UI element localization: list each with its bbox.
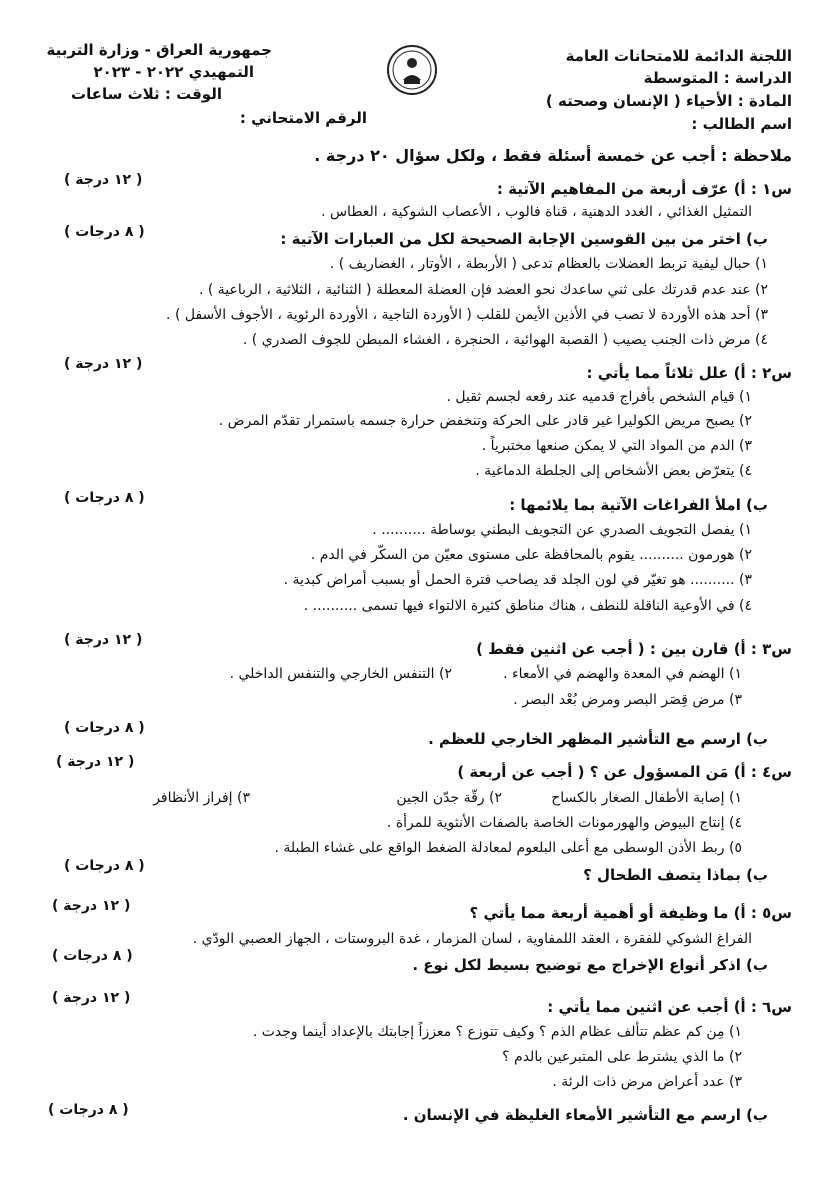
q4-a-item-5: ٥) ربط الأذن الوسطى مع أعلى البلعوم لمعادلة الضغط الواقع على غشاء الطبلة . xyxy=(274,840,742,856)
q6-a-heading: س٦ : أ) أجب عن اثنين مما يأتي : xyxy=(547,998,792,1016)
q1-a-items: التمثيل الغذائي ، الغدد الدهنية ، قناة فالوب ، الأعصاب الشوكية ، العطاس . xyxy=(321,204,752,220)
q5-a-grade: ( ١٢ درجة ) xyxy=(52,898,131,914)
q4-a-item-3: ٣) إفراز الأنظافر xyxy=(153,790,250,806)
q3-a-item-2: ٢) التنفس الخارجي والتنفس الداخلي . xyxy=(229,666,452,682)
q1-b-item-4: ٤) مرض ذات الجنب يصيب ( القصبة الهوائية ، الحنجرة ، الغشاء المبطن للجوف الصدري ) . xyxy=(242,332,768,348)
header-exam-year: التمهيدي ٢٠٢٢ - ٢٠٢٣ xyxy=(93,63,254,81)
q1-b-item-3: ٣) أحد هذه الأوردة لا تصب في الأذين الأيمن للقلب ( الأوردة التاجية ، الأوردة الرئوية ، الأجوف الأسفل ) . xyxy=(166,307,768,323)
header-subject: المادة : الأحياء ( الإنسان وصحته ) xyxy=(545,92,792,110)
q4-b-heading: ب) بماذا يتصف الطحال ؟ xyxy=(583,866,768,884)
q2-b-item-1: ١) يفصل التجويف الصدري عن التجويف البطني بوساطة .......... . xyxy=(372,522,752,538)
q2-b-item-3: ٣) .......... هو تغيّر في لون الجلد قد يصاحب فترة الحمل أو بسبب أمراض كبدية . xyxy=(283,572,752,588)
header-ministry: جمهورية العراق - وزارة التربية xyxy=(46,41,272,59)
q4-a-heading: س٤ : أ) مَن المسؤول عن ؟ ( أجب عن أربعة ) xyxy=(457,763,792,781)
q1-b-grade: ( ٨ درجات ) xyxy=(64,224,145,240)
q2-a-item-4: ٤) يتعرّض بعض الأشخاص إلى الجلطة الدماغية . xyxy=(475,463,752,479)
q3-a-item-1: ١) الهضم في المعدة والهضم في الأمعاء . xyxy=(503,666,742,682)
q2-b-heading: ب) املأ الفراغات الآتية بما يلائمها : xyxy=(509,496,768,514)
q2-a-item-2: ٢) يصبح مريض الكوليرا غير قادر على الحركة وتنخفض حرارة جسمه باستمرار تقدّم المرض . xyxy=(218,413,752,429)
q2-a-heading: س٢ : أ) علل ثلاثاً مما يأتي : xyxy=(586,364,792,382)
q6-a-item-2: ٢) ما الذي يشترط على المتبرعين بالدم ؟ xyxy=(502,1049,742,1065)
q5-a-items: الفراغ الشوكي للفقرة ، العقد اللمفاوية ، لسان المزمار ، غدة البروستات ، الجهاز العصبي الودّي . xyxy=(192,931,752,947)
header-student-name: اسم الطالب : xyxy=(691,115,792,133)
q1-a-heading: س١ : أ) عرّف أربعة من المفاهيم الآتية : xyxy=(496,180,792,198)
q1-b-item-2: ٢) عند عدم قدرتك على ثني ساعدك نحو العضد فإن العضلة المعطلة ( الثنائية ، الثلاثية ، الرباعية ) . xyxy=(198,282,768,298)
q2-a-grade: ( ١٢ درجة ) xyxy=(64,356,143,372)
q3-b-grade: ( ٨ درجات ) xyxy=(64,720,145,736)
q5-b-grade: ( ٨ درجات ) xyxy=(52,948,133,964)
q3-b-heading: ب) ارسم مع التأشير المظهر الخارجي للعظم . xyxy=(428,730,768,748)
q1-a-grade: ( ١٢ درجة ) xyxy=(64,172,143,188)
q2-b-grade: ( ٨ درجات ) xyxy=(64,490,145,506)
q6-b-grade: ( ٨ درجات ) xyxy=(48,1102,129,1118)
q2-a-item-1: ١) قيام الشخص بأفراج قدميه عند رفعه لجسم ثقيل . xyxy=(446,389,752,405)
q3-a-heading: س٣ : أ) قارن بين : ( أجب عن اثنين فقط ) xyxy=(476,640,792,658)
q3-a-grade: ( ١٢ درجة ) xyxy=(64,632,143,648)
q2-a-item-3: ٣) الدم من المواد التي لا يمكن صنعها مختبرياً . xyxy=(481,438,752,454)
q3-a-item-3: ٣) مرض قِصَر البصر ومرض بُعْد البصر . xyxy=(513,692,742,708)
q6-a-item-1: ١) مِن كم عظم تتألف عظام الذم ؟ وكيف تتوزع ؟ معززاً إجابتك بالإعداد أينما وجدت . xyxy=(252,1024,742,1040)
q2-b-item-2: ٢) هورمون .......... يقوم بالمحافظة على مستوى معيّن من السكّر في الدم . xyxy=(310,547,752,563)
q4-a-item-1: ١) إصابة الأطفال الصغار بالكساح xyxy=(551,790,742,806)
header-study-level: الدراسة : المتوسطة xyxy=(643,69,792,87)
q5-a-heading: س٥ : أ) ما وظيفة أو أهمية أربعة مما يأتي ؟ xyxy=(469,904,792,922)
q6-b-heading: ب) ارسم مع التأشير الأمعاء الغليظة في الإنسان . xyxy=(402,1106,768,1124)
q4-a-item-4: ٤) إنتاج البيوض والهورمونات الخاصة بالصفات الأنثوية للمرأة . xyxy=(386,815,742,831)
ministry-seal-icon xyxy=(386,44,438,96)
header-committee: اللجنة الدائمة للامتحانات العامة xyxy=(565,47,792,65)
exam-note: ملاحظة : أجب عن خمسة أسئلة فقط ، ولكل سؤال ٢٠ درجة . xyxy=(314,146,792,165)
q1-b-item-1: ١) حبال ليفية تربط العضلات بالعظام تدعى ( الأربطة ، الأوتار ، الغضاريف ) . xyxy=(329,256,768,272)
q1-b-heading: ب) اختر من بين القوسين الإجابة الصحيحة لكل من العبارات الآتية : xyxy=(280,230,768,248)
q4-a-item-2: ٢) رقّة جدّن الجين xyxy=(396,790,502,806)
q6-a-grade: ( ١٢ درجة ) xyxy=(52,990,131,1006)
header-time: الوقت : ثلاث ساعات xyxy=(71,85,222,103)
q2-b-item-4: ٤) في الأوعية الناقلة للنطف ، هناك مناطق كثيرة الالتواء فيها تسمى .......... . xyxy=(303,598,752,614)
q4-a-grade: ( ١٢ درجة ) xyxy=(56,754,135,770)
q4-b-grade: ( ٨ درجات ) xyxy=(64,858,145,874)
q5-b-heading: ب) اذكر أنواع الإخراج مع توضيح بسيط لكل نوع . xyxy=(412,956,768,974)
q6-a-item-3: ٣) عدد أعراض مرض ذات الرئة . xyxy=(552,1074,742,1090)
header-exam-number: الرقم الامتحاني : xyxy=(239,109,367,127)
